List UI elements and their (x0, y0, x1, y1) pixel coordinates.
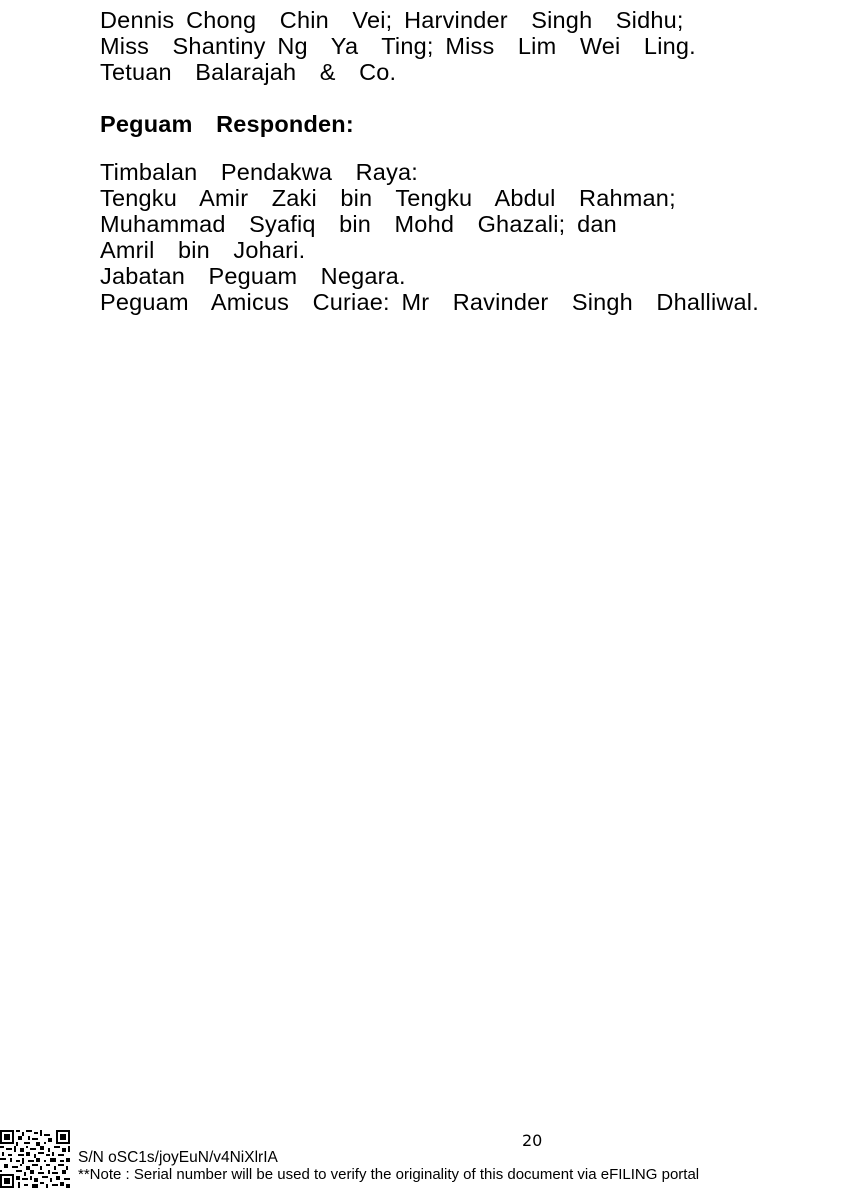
serial-number: S/N oSC1s/joyEuN/v4NiXlrIA (78, 1149, 278, 1166)
respondent-counsel-block (100, 159, 800, 315)
respondent-counsel-heading-block (100, 111, 800, 137)
page-number: 20 (522, 1131, 543, 1150)
qr-code-icon (0, 1130, 70, 1188)
verification-note: **Note : Serial number will be used to verify the originality of this document via eFILING portal (78, 1166, 700, 1183)
respondent-counsel-line: Jabatan Peguam Negara. (100, 263, 406, 289)
respondent-counsel-line: Timbalan Pendakwa Raya: (100, 159, 419, 185)
respondent-counsel-line: Muhammad Syafiq bin Mohd Ghazali; dan (100, 211, 617, 237)
respondent-counsel-line: Amril bin Johari. (100, 237, 306, 263)
appellant-counsel-line: Miss Shantiny Ng Ya Ting; Miss Lim Wei Ling. (100, 33, 696, 59)
appellant-counsel-block (100, 7, 800, 85)
respondent-counsel-heading: Peguam Responden: (100, 111, 354, 137)
appellant-counsel-line: Tetuan Balarajah & Co. (100, 59, 397, 85)
appellant-counsel-line: Dennis Chong Chin Vei; Harvinder Singh Sidhu; (100, 7, 684, 33)
respondent-counsel-line: Peguam Amicus Curiae: Mr Ravinder Singh Dhalliwal. (100, 289, 759, 315)
respondent-counsel-line: Tengku Amir Zaki bin Tengku Abdul Rahman; (100, 185, 676, 211)
